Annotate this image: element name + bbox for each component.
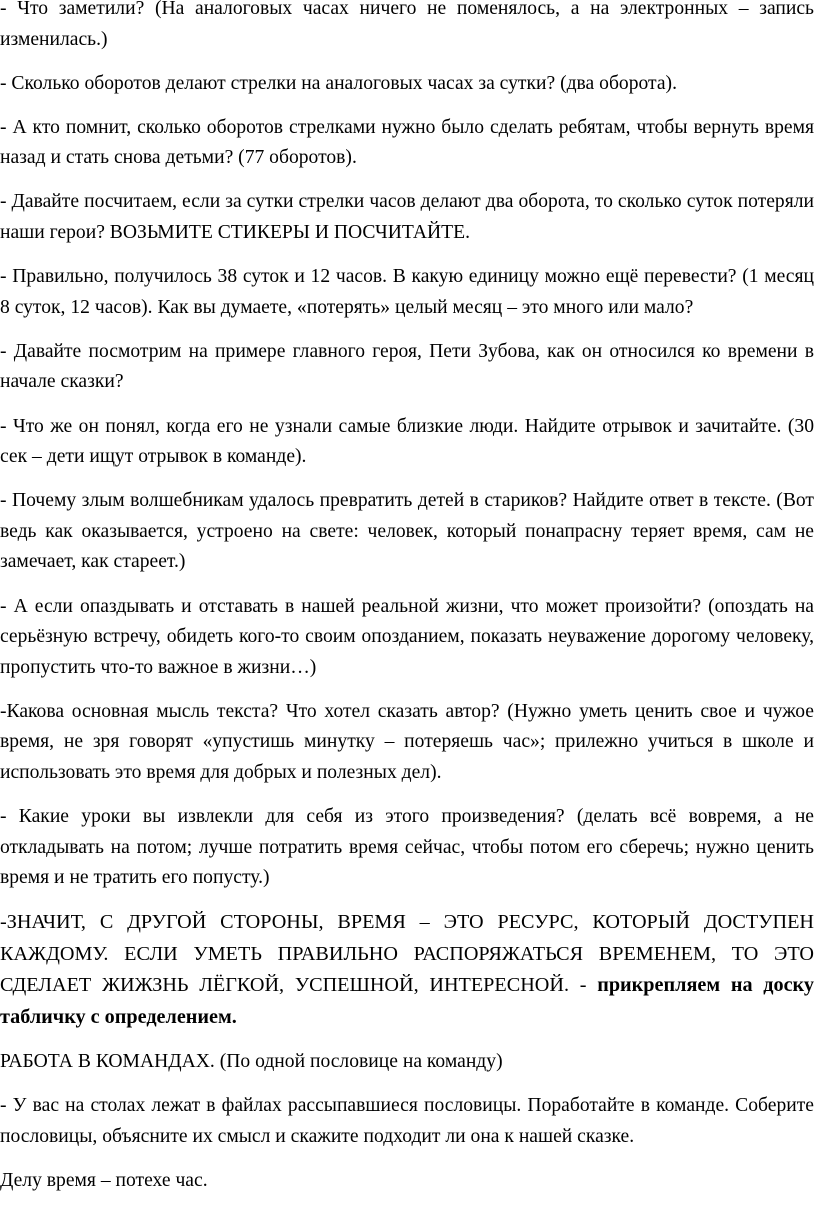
paragraph-find-excerpt: - Что же он понял, когда его не узнали самые близкие люди. Найдите отрывок и зачитайте. (30 сек – дети ищут отрывок в команде). bbox=[0, 415, 814, 468]
team-work-heading: РАБОТА В КОМАНДАХ. (По одной пословице на команду) bbox=[0, 1050, 503, 1072]
paragraph-count-days: - Давайте посчитаем, если за сутки стрелки часов делают два оборота, то сколько суток потеряли наши герои? ВОЗЬМИТЕ СТИКЕРЫ И ПОСЧИТАЙТЕ. bbox=[0, 191, 814, 244]
paragraph-77-revolutions: - А кто помнит, сколько оборотов стрелками нужно было сделать ребятам, чтобы вернуть время назад и стать снова детьми? (77 оборотов). bbox=[0, 116, 814, 169]
paragraph-conclusion bbox=[0, 907, 814, 1033]
conclusion-bold-text: прикрепляем на доску табличку с определением. bbox=[0, 974, 814, 1028]
paragraph-petya-zubov: - Давайте посмотрим на примере главного героя, Пети Зубова, как он относился ко времени в начале сказки? bbox=[0, 340, 814, 393]
paragraph-revolutions-per-day: - Сколько оборотов делают стрелки на аналоговых часах за сутки? (два оборота). bbox=[0, 72, 677, 94]
conclusion-caps-text: -ЗНАЧИТ, С ДРУГОЙ СТОРОНЫ, ВРЕМЯ – ЭТО РЕСУРС, КОТОРЫЙ ДОСТУПЕН КАЖДОМУ. ЕСЛИ УМЕТЬ ПРАВИЛЬНО РАСПОРЯЖАТЬСЯ ВРЕМЕНЕМ, ТО ЭТО СДЕЛАЕТ ЖИЖЗНЬ ЛЁГКОЙ, УСПЕШНОЙ, ИНТЕРЕСНОЙ. bbox=[0, 911, 814, 997]
paragraph-main-idea: -Какова основная мысль текста? Что хотел сказать автор? (Нужно уметь ценить свое и чужое время, не зря говорят «упустишь минутку – потеряешь час»; прилежно учиться в школе и использовать это время для добрых и полезных дел). bbox=[0, 700, 814, 783]
proverb: Делу время – потехе час. bbox=[0, 1169, 208, 1191]
paragraph-being-late: - А если опаздывать и отставать в нашей реальной жизни, что может произойти? (опоздать на серьёзную встречу, обидеть кого-то своим опозданием, показать неуважение дорогому человеку, пропустить что-то важное в жизни…) bbox=[0, 595, 814, 678]
paragraph-38-days: - Правильно, получилось 38 суток и 12 часов. В какую единицу можно ещё перевести? (1 месяц 8 суток, 12 часов). Как вы думаете, «потерять» целый месяц – это много или мало? bbox=[0, 266, 814, 318]
paragraph-noticed: - Что заметили? (На аналоговых часах ничего не поменялось, а на электронных – запись изменилась.) bbox=[0, 0, 814, 50]
paragraph-lessons: - Какие уроки вы извлекли для себя из этого произведения? (делать всё вовремя, а не откладывать на потом; лучше потратить время сейчас, чтобы потом его сберечь; нужно ценить время и не тратить его попусту.) bbox=[0, 806, 814, 889]
conclusion-dash: - bbox=[569, 974, 598, 997]
team-work-instruction: - У вас на столах лежат в файлах рассыпавшиеся пословицы. Поработайте в команде. Соберите пословицы, объясните их смысл и скажите подходит ли она к нашей сказке. bbox=[0, 1094, 814, 1147]
paragraph-wizards: - Почему злым волшебникам удалось превратить детей в стариков? Найдите ответ в тексте. (Вот ведь как оказывается, устроено на свете: человек, который понапрасну теряет время, сам не замечает, как стареет.) bbox=[0, 490, 814, 573]
